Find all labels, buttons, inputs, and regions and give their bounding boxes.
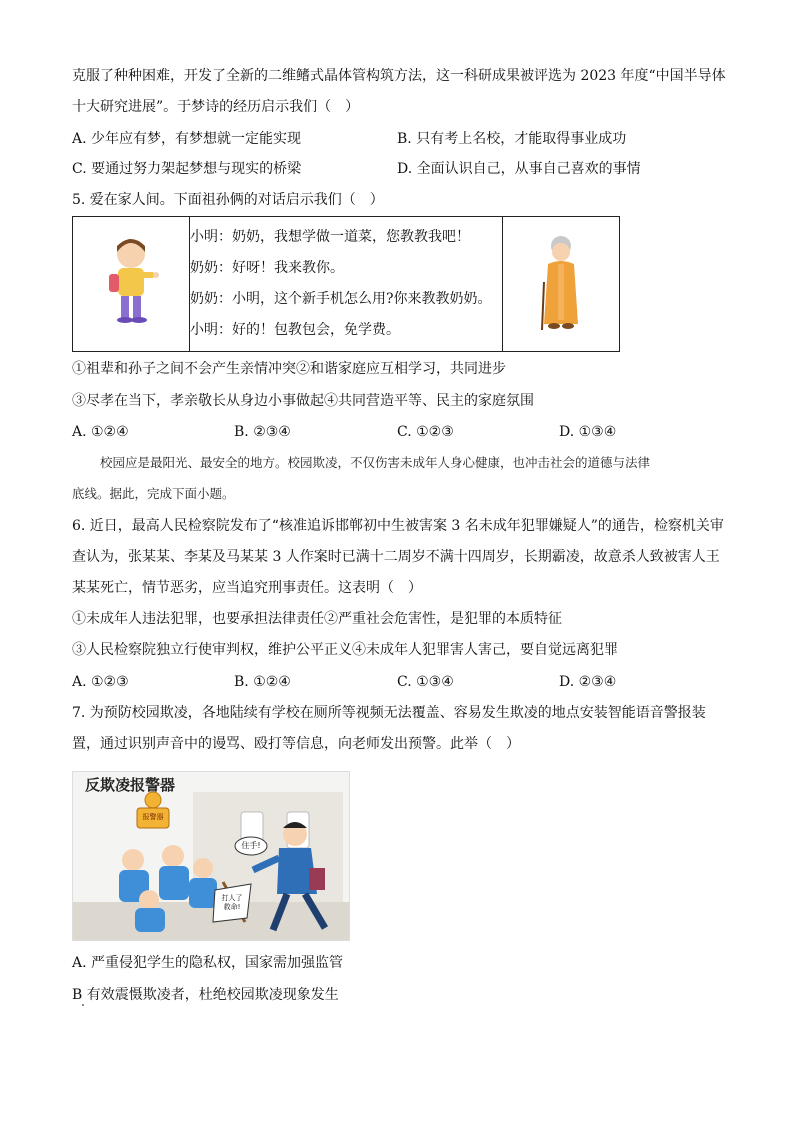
- q4-stem-line2: 十大研究进展”。于梦诗的经历启示我们（ ）: [72, 99, 360, 115]
- q6-option-b[interactable]: B. ①②④: [234, 674, 291, 690]
- q5-stem: 5. 爱在家人间。下面祖孙俩的对话启示我们（ ）: [72, 192, 384, 208]
- q5-option-c[interactable]: C. ①②③: [397, 424, 454, 440]
- q6-option-a[interactable]: A. ①②③: [72, 674, 129, 690]
- q5-option-b[interactable]: B. ②③④: [234, 424, 291, 440]
- dialog-line-3: 奶奶：小明，这个新手机怎么用?你来教教奶奶。: [190, 291, 492, 307]
- q6-option-c[interactable]: C. ①③④: [397, 674, 454, 690]
- dialog-line-2: 奶奶：好呀！我来教你。: [190, 260, 344, 276]
- q4-stem-line1: 克服了种种困难，开发了全新的二维鳍式晶体管构筑方法，这一科研成果被评选为 2023 年度“中国半导体: [72, 68, 726, 84]
- q5-option-d[interactable]: D. ①③④: [559, 424, 617, 440]
- q4-option-a[interactable]: A. 少年应有梦，有梦想就一定能实现: [72, 131, 302, 147]
- speech-bubble-help: 打人了 救命!: [221, 894, 243, 911]
- passage-note-line2: 底线。据此，完成下面小题。: [72, 486, 235, 501]
- q6-option-d[interactable]: D. ②③④: [559, 674, 617, 690]
- grandma-illustration: [536, 232, 586, 332]
- q5-statement-2: ③尽孝在当下，孝亲敬长从身边小事做起④共同营造平等、民主的家庭氛围: [72, 393, 534, 409]
- q7-stem-line1: 7. 为预防校园欺凌，各地陆续有学校在厕所等视频无法覆盖、容易发生欺凌的地点安装智能语音警报装: [72, 705, 706, 721]
- grandma-illustration-cell: [503, 217, 620, 352]
- q5-statement-1: ①祖辈和孙子之间不会产生亲情冲突②和谐家庭应互相学习，共同进步: [72, 361, 506, 377]
- passage-note-line1: 校园应是最阳光、最安全的地方。校园欺凌，不仅伤害未成年人身心健康，也冲击社会的道德与法律: [100, 455, 651, 470]
- q6-stem-line1: 6. 近日，最高人民检察院发布了“核准追诉邯郸初中生被害案 3 名未成年犯罪嫌疑人”的通告，检察机关审: [72, 518, 724, 534]
- q6-stem-line3: 某某死亡，情节恶劣，应当追究刑事责任。这表明（ ）: [72, 580, 422, 596]
- q4-option-c[interactable]: C. 要通过努力架起梦想与现实的桥梁: [72, 161, 302, 177]
- dialog-line-4: 小明：好的！包教包会，免学费。: [190, 322, 400, 338]
- q6-statement-1: ①未成年人违法犯罪，也要承担法律责任②严重社会危害性，是犯罪的本质特征: [72, 611, 562, 627]
- dialog-text-cell: [190, 217, 503, 352]
- q4-option-d[interactable]: D. 全面认识自己，从事自己喜欢的事情: [397, 161, 641, 177]
- q6-statement-2: ③人民检察院独立行使审判权，维护公平正义④未成年人犯罪害人害己，要自觉远离犯罪: [72, 642, 618, 658]
- q5-option-a[interactable]: A. ①②④: [72, 424, 129, 440]
- alarm-device-label: 报警器: [142, 813, 164, 821]
- boy-illustration: [101, 234, 161, 330]
- illustration-title: 反欺凌报警器: [85, 776, 176, 794]
- q4-option-b[interactable]: B. 只有考上名校，才能取得事业成功: [397, 131, 627, 147]
- q7-option-a[interactable]: A. 严重侵犯学生的隐私权，国家需加强监管: [72, 955, 344, 971]
- stray-dot: [82, 1004, 84, 1006]
- q7-stem-line2: 置，通过识别声音中的谩骂、殴打等信息，向老师发出预警。此举（ ）: [72, 736, 520, 752]
- q6-stem-line2: 查认为，张某某、李某及马某某 3 人作案时已满十二周岁不满十四周岁，长期霸凌，故意杀人致被害人王: [72, 549, 720, 565]
- anti-bullying-alarm-illustration: [72, 771, 350, 941]
- speech-bubble-stop: 住手!: [241, 841, 261, 850]
- q7-option-b[interactable]: B 有效震慑欺凌者，杜绝校园欺凌现象发生: [72, 987, 339, 1003]
- boy-illustration-cell: [73, 217, 190, 352]
- q5-dialog-table: [72, 216, 620, 352]
- dialog-line-1: 小明：奶奶，我想学做一道菜，您教教我吧！: [190, 229, 470, 245]
